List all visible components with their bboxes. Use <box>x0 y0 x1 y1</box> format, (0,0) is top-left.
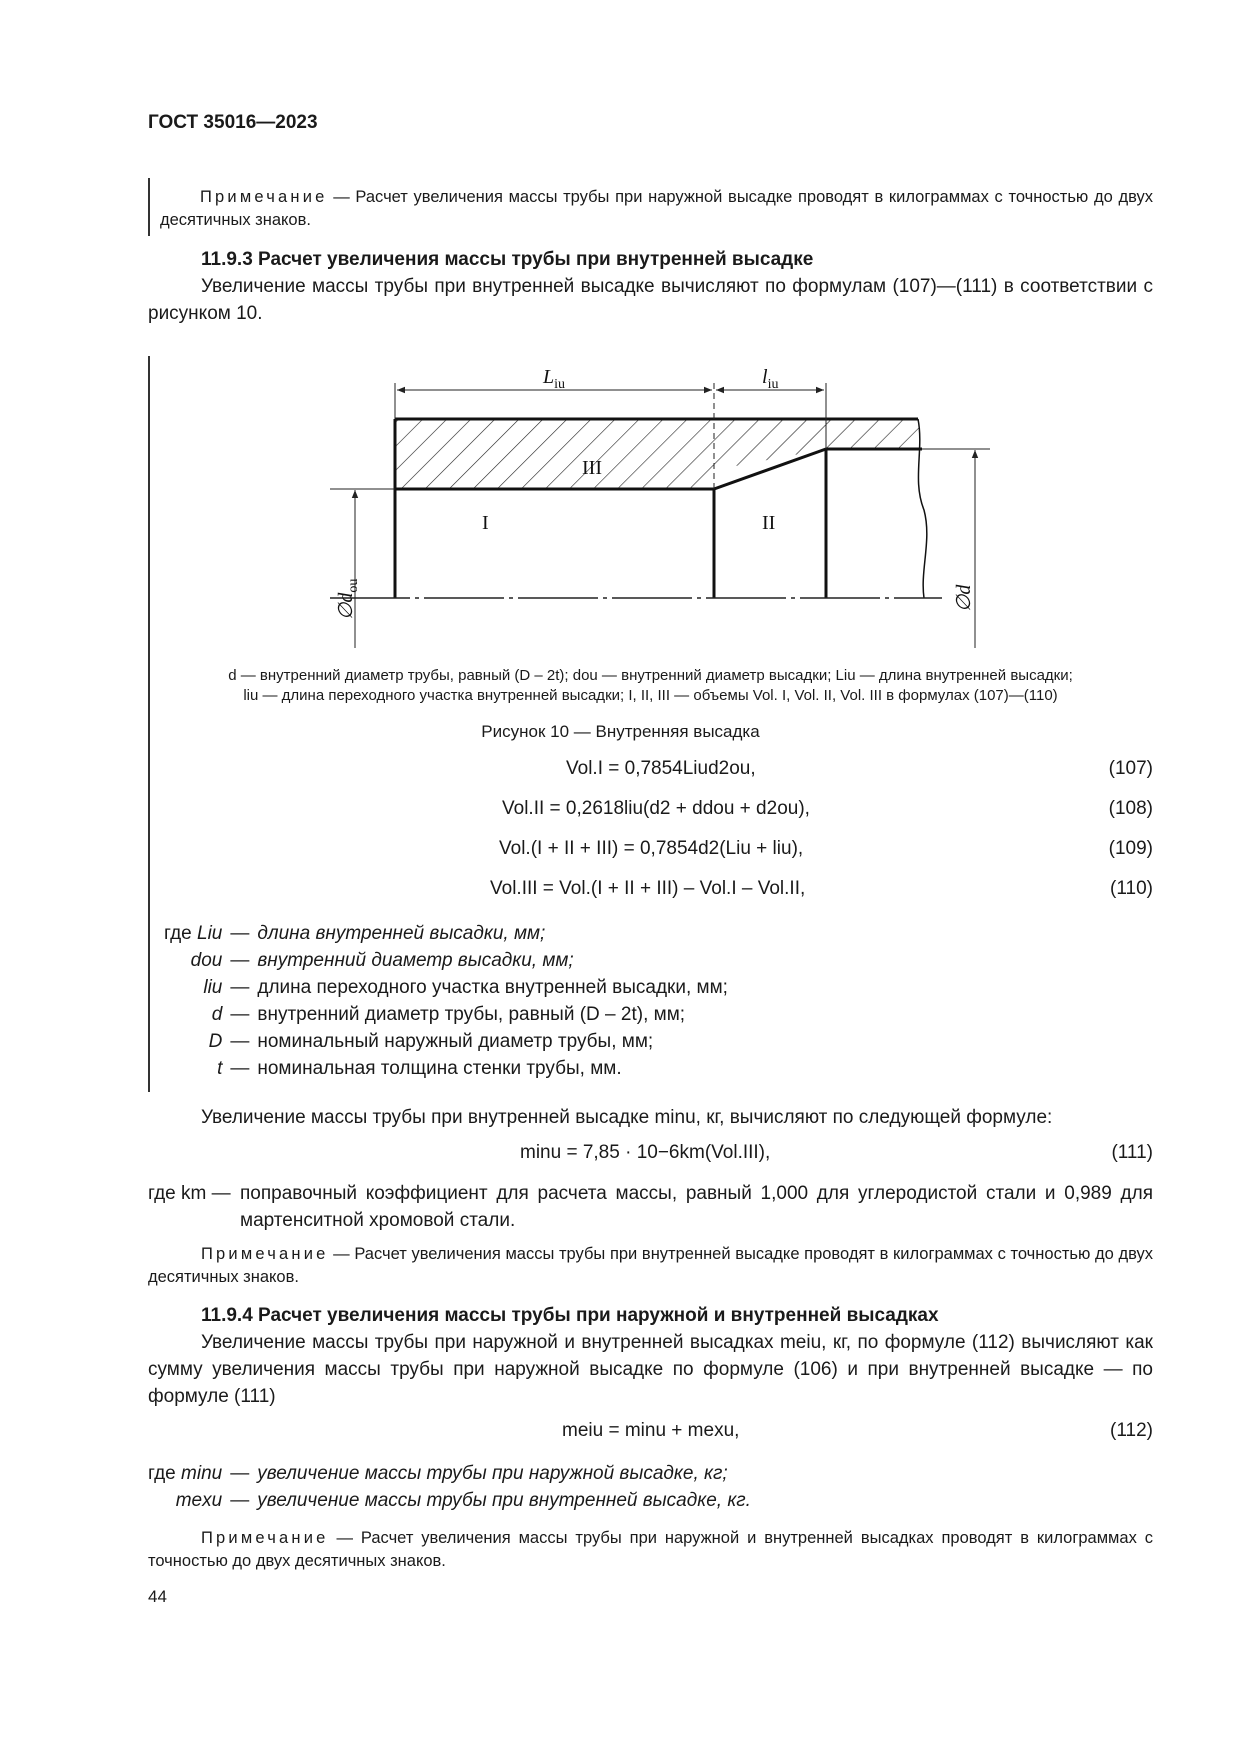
label-L-iu: L <box>543 366 555 388</box>
caption-line-1: d — внутренний диаметр трубы, равный (D – 2t); dou — внутренний диаметр высадки; Liu — длина внутренней высадки; <box>228 667 1073 684</box>
svg-text:∅dou <box>335 579 361 620</box>
hatched-volume-III <box>395 419 922 489</box>
legend-symbol: d <box>211 1004 223 1025</box>
symbol-legend-2 <box>148 1460 751 1514</box>
figure-caption <box>148 666 1153 706</box>
legend-symbol: liu <box>203 977 223 998</box>
legend-text: внутренний диаметр высадки, мм; <box>257 950 574 971</box>
legend-text: внутренний диаметр трубы, равный (D – 2t), мм; <box>257 1004 686 1025</box>
equation-108-number: (108) <box>1108 798 1153 819</box>
change-bar <box>148 178 150 236</box>
note-text: — Расчет увеличения массы трубы при наружной высадке проводят в килограммах с точностью до двух десятичных знаков. <box>160 188 1153 229</box>
legend-symbol: dou <box>190 950 223 971</box>
note-1 <box>160 186 1153 232</box>
label-L-iu-sub: iu <box>554 377 566 392</box>
equation-108: Vol.II = 0,2618liu(d2 + ddou + d2ou), <box>502 798 810 819</box>
symbol-legend-1 <box>164 920 728 1082</box>
equation-109-number: (109) <box>1108 838 1153 859</box>
legend-text: длина переходного участка внутренней высадки, мм; <box>257 977 728 998</box>
section-intro-11-9-4: Увеличение массы трубы при наружной и внутренней высадках meiu, кг, по формуле (112) вычисляют как сумму увеличения массы трубы при наружной высадке по формуле (106) и при внутренней высадке — по формуле (111) <box>148 1332 1153 1407</box>
equation-112: meiu = minu + mexu, <box>562 1420 740 1441</box>
figure-10-diagram <box>300 350 1000 660</box>
svg-text:liu <box>762 366 778 392</box>
paragraph-minu: Увеличение массы трубы при внутренней высадке minu, кг, вычисляют по следующей формуле: <box>201 1107 1053 1128</box>
note-2 <box>148 1243 1153 1289</box>
label-region-III: III <box>582 457 602 479</box>
label-l-iu-sub: iu <box>767 377 779 392</box>
section-intro-11-9-3: Увеличение массы трубы при внутренней высадке вычисляют по формулам (107)—(111) в соответствии с рисунком 10. <box>148 276 1153 324</box>
note-label: Примечание <box>200 188 328 206</box>
legend-row: liu — длина переходного участка внутренней высадки, мм; <box>164 974 728 1001</box>
equation-111-number: (111) <box>1111 1142 1153 1163</box>
note-text: — Расчет увеличения массы трубы при внутренней высадке проводят в килограммах с точностью до двух десятичных знаков. <box>148 1245 1153 1286</box>
legend-symbol: D <box>208 1031 223 1052</box>
equation-112-number: (112) <box>1110 1420 1153 1441</box>
legend-text: увеличение массы трубы при наружной высадке, кг; <box>257 1463 728 1484</box>
label-d-ou: ∅d <box>335 592 357 620</box>
note-label: Примечание <box>201 1529 329 1547</box>
legend-where: где <box>148 1463 176 1484</box>
equation-107: Vol.I = 0,7854Liud2ou, <box>566 758 756 779</box>
legend-row: D — номинальный наружный диаметр трубы, мм; <box>164 1028 728 1055</box>
caption-line-2: liu — длина переходного участка внутренней высадки; I, II, III — объемы Vol. I, Vol. II, Vol. III в формулах (107)—(110) <box>243 687 1058 704</box>
km-def-text: поправочный коэффициент для расчета массы, равный 1,000 для углеродистой стали и 0,989 для мартенситной хромовой стали. <box>240 1183 1153 1231</box>
note-text: — Расчет увеличения массы трубы при наружной и внутренней высадках проводят в килограммах с точностью до двух десятичных знаков. <box>148 1529 1153 1570</box>
label-l-iu: l <box>762 366 768 388</box>
legend-text: увеличение массы трубы при внутренней высадке, кг. <box>257 1490 751 1511</box>
section-heading-11-9-4: 11.9.4 Расчет увеличения массы трубы при наружной и внутренней высадках <box>201 1305 939 1326</box>
legend-text: номинальный наружный диаметр трубы, мм; <box>257 1031 654 1052</box>
legend-text: номинальная толщина стенки трубы, мм. <box>257 1058 622 1079</box>
section-heading-11-9-3: 11.9.3 Расчет увеличения массы трубы при внутренней высадке <box>201 249 814 270</box>
legend-symbol: mexu <box>175 1490 223 1511</box>
equation-107-number: (107) <box>1108 758 1153 779</box>
legend-row: mexu — увеличение массы трубы при внутренней высадке, кг. <box>175 1490 751 1511</box>
label-region-I: I <box>482 512 489 534</box>
note-3 <box>148 1527 1153 1573</box>
legend-row: где minu — увеличение массы трубы при наружной высадке, кг; <box>148 1463 728 1484</box>
svg-text:Liu <box>542 366 565 392</box>
legend-symbol: minu <box>181 1463 223 1484</box>
page-header: ГОСТ 35016—2023 <box>148 112 318 133</box>
km-def-lead: где km — <box>148 1183 231 1204</box>
legend-row: dou — внутренний диаметр высадки, мм; <box>190 950 574 971</box>
note-label: Примечание <box>201 1245 329 1263</box>
legend-row: d — внутренний диаметр трубы, равный (D – 2t), мм; <box>164 1001 728 1028</box>
label-d: ∅d <box>953 584 975 612</box>
legend-text: длина внутренней высадки, мм; <box>257 923 546 944</box>
equation-110: Vol.III = Vol.(I + II + III) – Vol.I – Vol.II, <box>490 878 806 899</box>
equation-109: Vol.(I + II + III) = 0,7854d2(Liu + liu), <box>499 838 804 859</box>
legend-row: t — номинальная толщина стенки трубы, мм. <box>164 1055 728 1082</box>
figure-title: Рисунок 10 — Внутренняя высадка <box>481 722 760 741</box>
legend-where: где <box>164 923 192 944</box>
equation-110-number: (110) <box>1110 878 1153 899</box>
legend-symbol: t <box>217 1058 223 1079</box>
legend-symbol: Liu <box>197 923 223 944</box>
page-number: 44 <box>148 1587 167 1606</box>
legend-row: где Liu — длина внутренней высадки, мм; <box>164 923 546 944</box>
label-d-ou-sub: ou <box>346 578 361 593</box>
label-region-II: II <box>762 512 776 534</box>
equation-111: minu = 7,85 · 10−6km(Vol.III), <box>520 1142 771 1163</box>
